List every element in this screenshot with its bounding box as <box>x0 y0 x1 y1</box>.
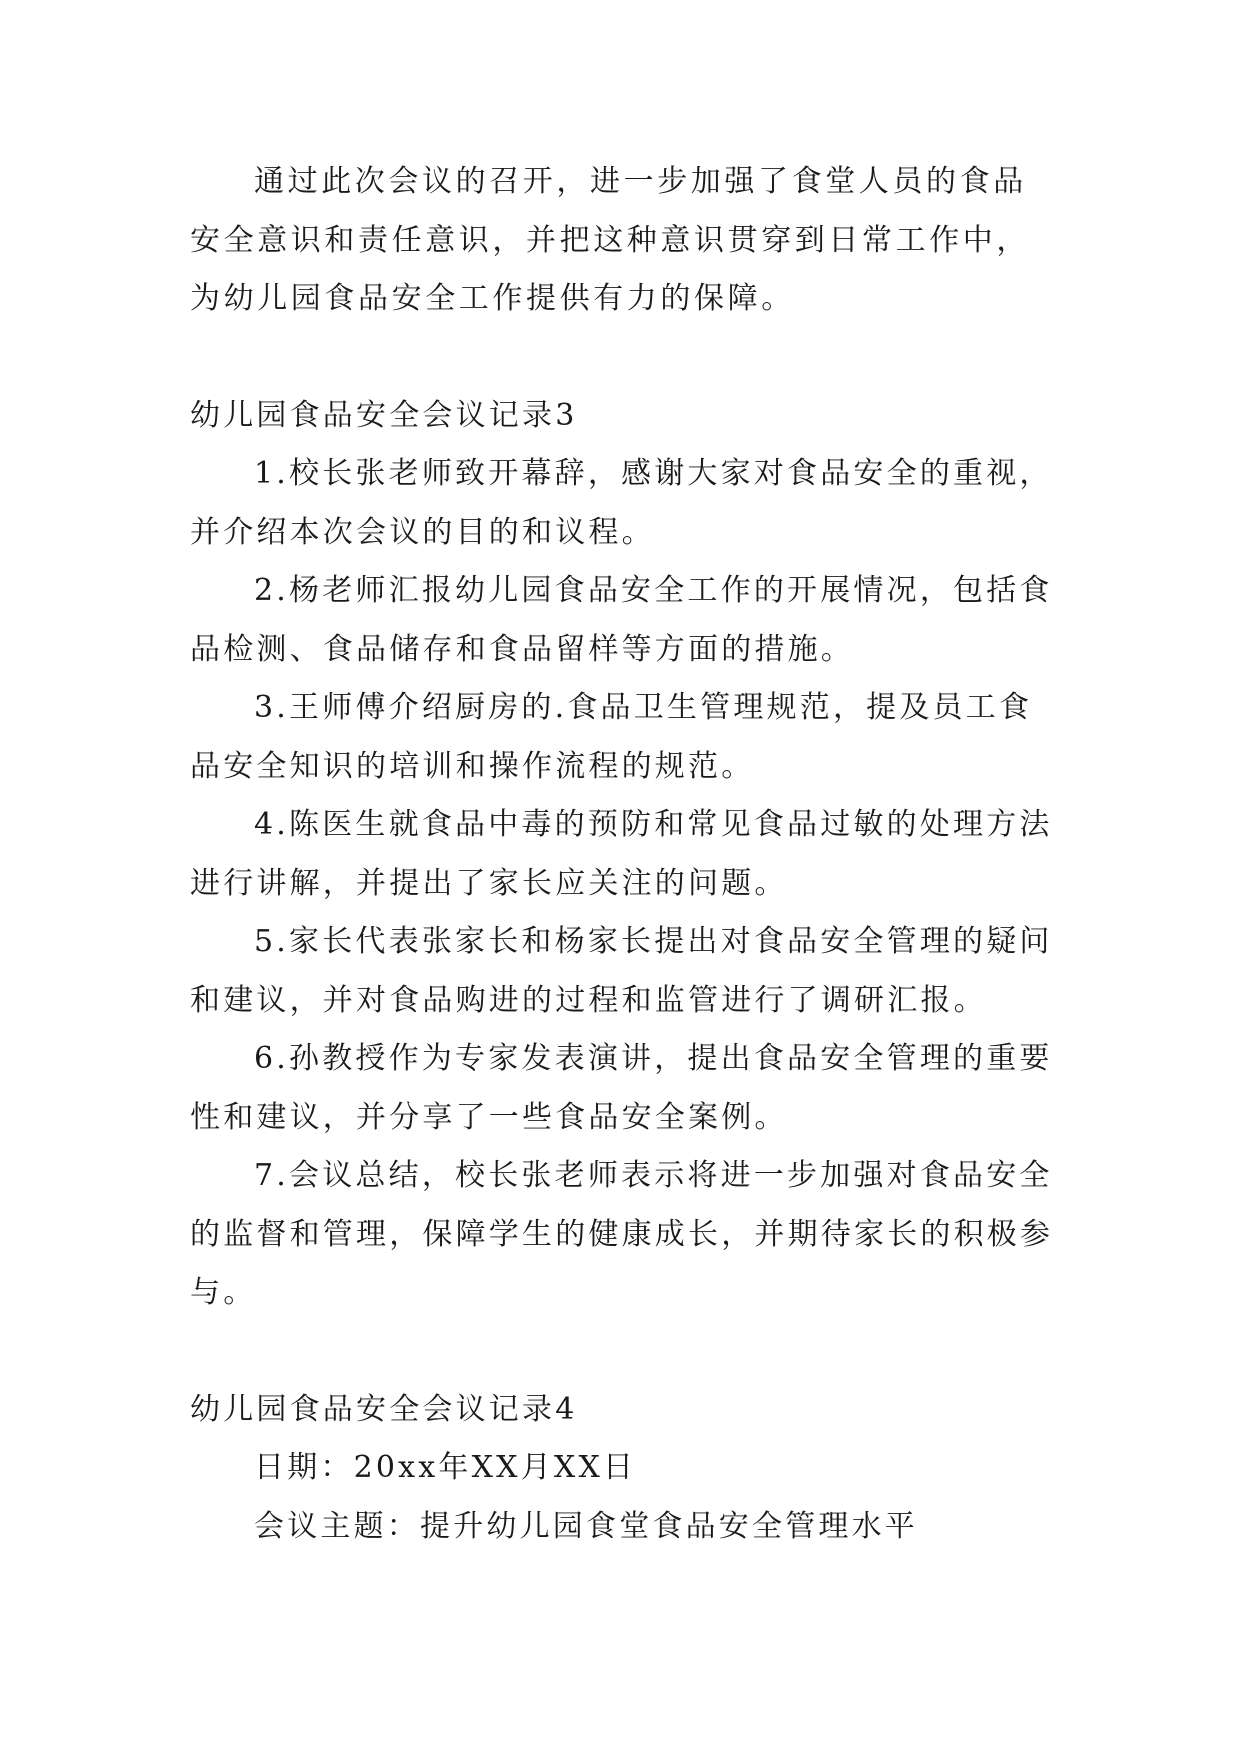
record3-item: 1.校长张老师致开幕辞，感谢大家对食品安全的重视，并介绍本次会议的目的和议程。 <box>190 456 1053 550</box>
record4-date: 日期：20xx年XX月XX日 <box>254 1450 637 1485</box>
record3-item: 6.孙教授作为专家发表演讲，提出食品安全管理的重要性和建议，并分享了一些食品安全案例。 <box>190 1041 1053 1135</box>
record3-item: 2.杨老师汇报幼儿园食品安全工作的开展情况，包括食品检测、食品储存和食品留样等方面的措施。 <box>190 573 1053 667</box>
record3-item: 5.家长代表张家长和杨家长提出对食品安全管理的疑问和建议，并对食品购进的过程和监管进行了调研汇报。 <box>190 924 1053 1018</box>
section-spacer <box>190 1323 1055 1381</box>
record4-heading: 幼儿园食品安全会议记录4 <box>190 1391 578 1427</box>
intro-paragraph: 通过此次会议的召开，进一步加强了食堂人员的食品安全意识和责任意识，并把这种意识贯穿到日常工作中，为幼儿园食品安全工作提供有力的保障。 <box>190 164 1030 316</box>
record3-item: 4.陈医生就食品中毒的预防和常见食品过敏的处理方法进行讲解，并提出了家长应关注的问题。 <box>190 807 1053 901</box>
record3-item: 7.会议总结，校长张老师表示将进一步加强对食品安全的监督和管理，保障学生的健康成长，并期待家长的积极参与。 <box>190 1158 1054 1310</box>
record3-item: 3.王师傅介绍厨房的.食品卫生管理规范，提及员工食品安全知识的培训和操作流程的规范。 <box>190 690 1033 784</box>
document-body <box>190 153 1055 1556</box>
section-spacer <box>190 329 1055 387</box>
record3-heading: 幼儿园食品安全会议记录3 <box>190 397 578 433</box>
record4-theme: 会议主题：提升幼儿园食堂食品安全管理水平 <box>254 1508 918 1544</box>
